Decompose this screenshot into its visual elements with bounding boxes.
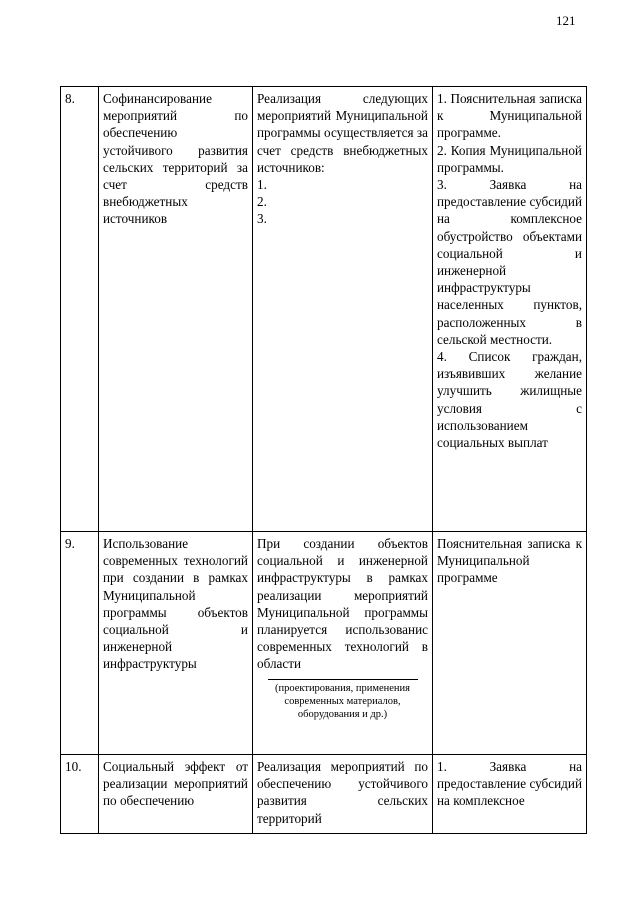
measure-description: Реализация мероприятий по обеспечению устойчивого развития сельских территорий xyxy=(253,755,433,834)
table-row xyxy=(61,755,587,834)
page-number: 121 xyxy=(556,13,576,28)
documents-cell xyxy=(433,532,587,755)
document-item: 3. Заявка на предоставление субсидий на комплексное обустройство объектами социальной и инженерной инфраструктуры населенных пунктов, расположенных в сельской местности. xyxy=(437,177,582,347)
list-item: 1. xyxy=(257,177,267,193)
document-item: 4. Список граждан, изъявивших желание улучшить жилищные условия с использованием социальных выплат xyxy=(437,349,582,451)
row-number: 10. xyxy=(61,755,99,834)
footnote-block xyxy=(257,679,428,721)
row-number: 8. xyxy=(61,87,99,532)
document-item: Пояснительная записка к Муниципальной программе xyxy=(437,536,582,586)
measure-description: При создании объектов социальной и инженерной инфраструктуры в рамках реализации мероприятий Муниципальной программы планируется использованис современных технологий в области xyxy=(257,536,428,672)
measure-name: Софинансирование мероприятий по обеспечению устойчивого развития сельских территорий за счет средств внебюджетных источников xyxy=(99,87,253,532)
list-item: 2. xyxy=(257,194,267,210)
measure-name: Социальный эффект от реализации мероприятий по обеспечению xyxy=(99,755,253,834)
description-list xyxy=(257,176,428,228)
table-row xyxy=(61,532,587,755)
fill-in-line xyxy=(268,679,418,680)
document-item: 1. Пояснительная записка к Муниципальной программе. xyxy=(437,91,582,141)
list-item: 3. xyxy=(257,211,267,227)
measure-description-cell xyxy=(253,87,433,532)
footnote-text: (проектирования, применения современных материалов, оборудования и др.) xyxy=(274,682,410,720)
requirements-table xyxy=(60,86,587,834)
measure-description: Реализация следующих мероприятий Муниципальной программы осуществляется за счет средств внебюджетных источников: xyxy=(257,91,428,175)
documents-cell xyxy=(433,87,587,532)
document-item: 2. Копия Муниципальной программы. xyxy=(437,142,582,175)
documents-cell xyxy=(433,755,587,834)
measure-description-cell xyxy=(253,532,433,755)
row-number: 9. xyxy=(61,532,99,755)
measure-name: Использование современных технологий при создании в рамках Муниципальной программы объектов социальной и инженерной инфраструктуры xyxy=(99,532,253,755)
table-row xyxy=(61,87,587,532)
document-item: 1. Заявка на предоставление субсидий на комплексное xyxy=(437,759,582,809)
